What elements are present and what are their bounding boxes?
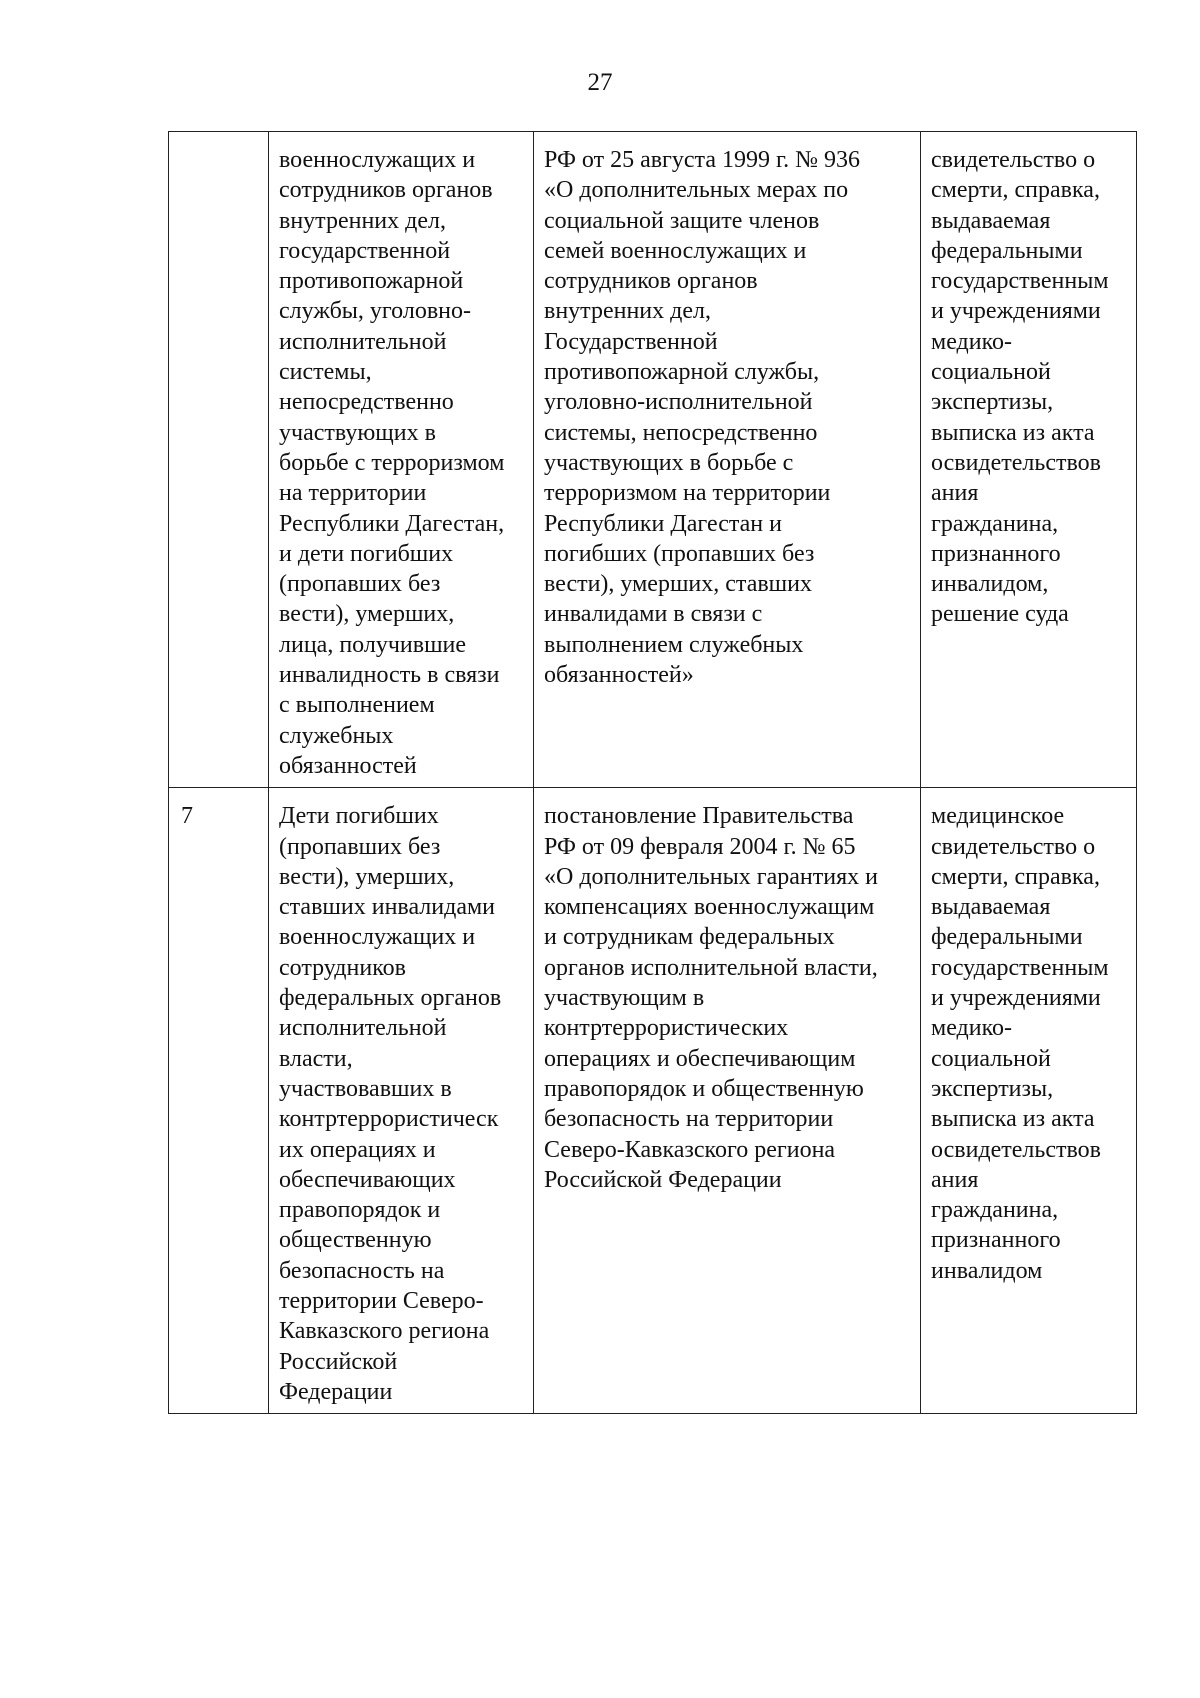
legal-act-cell: постановление Правительства РФ от 09 февраля 2004 г. № 65 «О дополнительных гарантиях и компенсациях военнослужащим и сотрудникам федеральных органов исполнительной власти, участвующим в контртеррористических операциях и обеспечивающим правопорядок и общественную безопасность на территории Северо-Кавказского региона Российской Федерации — [534, 788, 921, 1414]
benefits-table — [168, 131, 1137, 1414]
page-number: 27 — [587, 69, 613, 96]
required-documents-cell: свидетельство о смерти, справка, выдаваемая федеральными государственным и учреждениями медико- социальной экспертизы, выписка из акта освидетельствов ания гражданина, признанного инвалидом, решение суда — [921, 132, 1137, 788]
table-row — [169, 788, 1137, 1414]
required-documents-cell: медицинское свидетельство о смерти, справка, выдаваемая федеральными государственным и учреждениями медико- социальной экспертизы, выписка из акта освидетельствов ания гражданина, признанного инвалидом — [921, 788, 1137, 1414]
row-number-cell: 7 — [169, 788, 269, 1414]
recipient-category-cell: военнослужащих и сотрудников органов внутренних дел, государственной противопожарной службы, уголовно- исполнительной системы, непосредственно участвующих в борьбе с терроризмом на территории Республики Дагестан, и дети погибших (пропавших без вести), умерших, лица, получившие инвалидность в связи с выполнением служебных обязанностей — [269, 132, 534, 788]
recipient-category-cell: Дети погибших (пропавших без вести), умерших, ставших инвалидами военнослужащих и сотрудников федеральных органов исполнительной власти, участвовавших в контртеррористическ их операциях и обеспечивающих правопорядок и общественную безопасность на территории Северо- Кавказского региона Российской Федерации — [269, 788, 534, 1414]
legal-act-cell: РФ от 25 августа 1999 г. № 936 «О дополнительных мерах по социальной защите членов семей военнослужащих и сотрудников органов внутренних дел, Государственной противопожарной службы, уголовно-исполнительной системы, непосредственно участвующих в борьбе с терроризмом на территории Республики Дагестан и погибших (пропавших без вести), умерших, ставших инвалидами в связи с выполнением служебных обязанностей» — [534, 132, 921, 788]
table-row — [169, 132, 1137, 788]
row-number-cell — [169, 132, 269, 788]
